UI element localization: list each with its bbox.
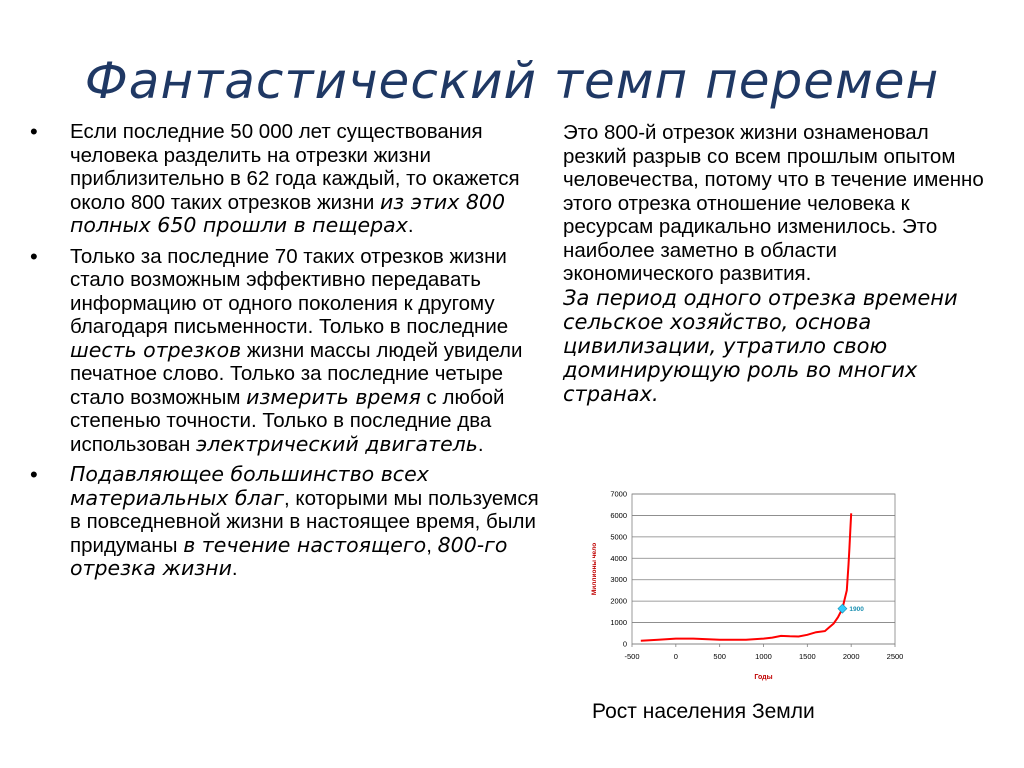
bullet-3-highlight-b: в течение настоящего <box>183 532 427 557</box>
right-highlight: За период одного отрезка времени сельское хозяйство, основа цивилизации, утратило свою доминирующую роль во многих странах. <box>563 285 958 406</box>
y-tick-label: 2000 <box>610 596 627 606</box>
series-line <box>641 513 851 641</box>
right-paragraph: Это 800-й отрезок жизни ознаменовал резкий разрыв со всем прошлым опытом человечества, потому что в течение именно этого отрезка отношение человека к ресурсам радикально изменилось. Это наиболее заметно в области экономического развития. <box>563 121 984 285</box>
population-chart <box>576 486 911 686</box>
data-point-label: 1900 <box>849 606 864 614</box>
bullet-2-highlight-a: шесть отрезков <box>70 337 242 362</box>
x-tick-label: -500 <box>624 652 640 661</box>
y-tick-label: 0 <box>622 639 627 649</box>
data-point-marker <box>838 604 847 613</box>
bullet-2-highlight-c: электрический двигатель <box>196 431 478 456</box>
x-tick-label: 500 <box>713 652 726 661</box>
bullet-item-3 <box>28 463 548 581</box>
bullet-2-text-a: Только за последние 70 таких отрезков жизни стало возможным эффективно передавать информацию от одного поколения к другому благодаря письменности. Только в последние <box>70 244 509 338</box>
slide-title: Фантастический темп перемен <box>84 52 940 110</box>
x-tick-label: 2000 <box>842 652 860 661</box>
y-tick-label: 1000 <box>610 618 627 628</box>
bullet-1-text: Если последние 50 000 лет существования человека разделить на отрезки жизни приблизительно в 62 года каждый, то окажется около 800 таких отрезков жизни <box>70 120 520 214</box>
bullet-1-end: . <box>407 214 414 237</box>
bullet-3-text-b: , <box>426 533 438 557</box>
x-tick-label: 1500 <box>798 652 816 661</box>
x-tick-label: 1000 <box>755 652 772 661</box>
bullet-2-text-b: жизни массы людей увидели печатное слово. Только за последние четыре стало возможным <box>70 338 523 409</box>
right-column <box>563 121 993 406</box>
bullet-2-end: . <box>477 432 484 456</box>
bullet-1-highlight: из этих 800 полных 650 прошли в пещерах <box>70 189 506 237</box>
bullet-item-1 <box>28 120 548 238</box>
bullet-list <box>28 120 548 581</box>
chart-caption: Рост населения Земли <box>592 700 815 723</box>
y-tick-label: 6000 <box>610 510 627 520</box>
plot-area <box>632 494 895 644</box>
bullet-3-text-a: , которыми мы пользуемся в повседневной жизни в настоящее время, были придуманы <box>70 486 539 557</box>
y-tick-label: 5000 <box>610 532 627 542</box>
bullet-3-highlight-c: 800-го отрезка жизни <box>70 532 508 580</box>
x-axis-title: Годы <box>754 674 773 681</box>
bullet-2-highlight-b: измерить время <box>246 384 421 409</box>
bullet-item-2 <box>28 245 548 457</box>
bullet-2-text-c: с любой степенью точности. Только в последние два использован <box>70 385 505 456</box>
x-tick-label: 2500 <box>886 652 904 661</box>
bullet-3-end: . <box>231 557 238 580</box>
y-tick-label: 3000 <box>610 575 627 585</box>
bullet-3-highlight-a: Подавляющее большинство всех материальных благ <box>70 462 429 510</box>
x-tick-label: 0 <box>673 652 678 661</box>
y-axis-title: Миллионы чело <box>591 542 598 596</box>
left-column <box>28 120 548 588</box>
y-tick-label: 4000 <box>610 553 627 563</box>
y-tick-label: 7000 <box>610 489 627 499</box>
